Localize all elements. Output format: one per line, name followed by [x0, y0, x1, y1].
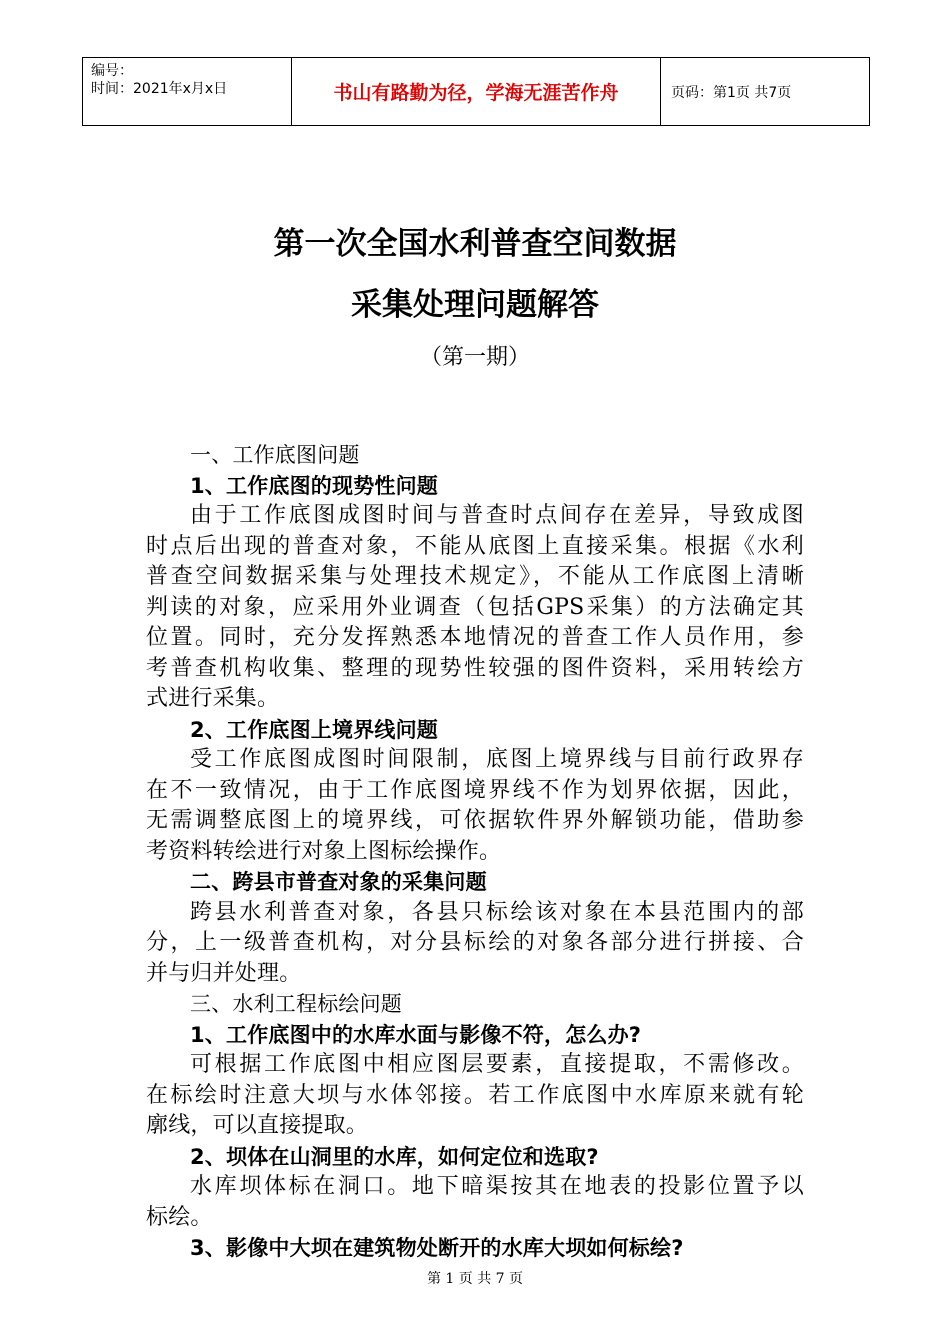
- section-heading: 二、跨县市普查对象的采集问题: [190, 870, 487, 894]
- header-meta-cell: [83, 58, 292, 126]
- header-motto: 书山有路勤为径，学海无涯苦作舟: [292, 58, 661, 126]
- document-number-label: 编号：: [91, 63, 133, 79]
- paragraph-line: 廓线，可以直接提取。: [146, 1113, 369, 1138]
- subsection-heading: 1、工作底图中的水库水面与影像不符，怎么办?: [190, 1022, 642, 1047]
- header-page-info: 页码：第1页 共7页: [661, 58, 870, 126]
- document-header-table: [82, 57, 870, 126]
- paragraph-line: 并与归并处理。: [146, 960, 302, 986]
- paragraph-line: 位置。同时，充分发挥熟悉本地情况的普查工作人员作用，参: [146, 625, 804, 650]
- paragraph-line: 在标绘时注意大坝与水体邻接。若工作底图中水库原来就有轮: [146, 1082, 804, 1108]
- subsection-heading: 2、工作底图上境界线问题: [190, 717, 439, 742]
- paragraph-line: 跨县水利普查对象，各县只标绘该对象在本县范围内的部: [190, 899, 804, 925]
- paragraph-line: 无需调整底图上的境界线，可依据软件界外解锁功能，借助参: [146, 808, 804, 833]
- document-title-line-1: 第一次全国水利普查空间数据: [273, 226, 677, 262]
- paragraph-line: 判读的对象，应采用外业调查（包括GPS采集）的方法确定其: [146, 594, 804, 620]
- paragraph-line: 由于工作底图成图时间与普查时点间存在差异，导致成图: [190, 503, 804, 528]
- document-time-label: 时间：2021年x月x日: [91, 81, 228, 97]
- subsection-heading: 1、工作底图的现势性问题: [190, 473, 439, 498]
- section-heading: 一、工作底图问题: [190, 443, 360, 467]
- paragraph-line: 考资料转绘进行对象上图标绘操作。: [146, 838, 502, 864]
- paragraph-line: 分，上一级普查机构，对分县标绘的对象各部分进行拼接、合: [146, 930, 804, 955]
- paragraph-line: 式进行采集。: [146, 686, 280, 711]
- subsection-heading: 2、坝体在山洞里的水库，如何定位和选取?: [190, 1144, 599, 1169]
- paragraph-line: 普查空间数据采集与处理技术规定》，不能从工作底图上清晰: [146, 564, 804, 589]
- paragraph-line: 水库坝体标在洞口。地下暗渠按其在地表的投影位置予以: [190, 1174, 804, 1199]
- paragraph-line: 在不一致情况，由于工作底图境界线不作为划界依据，因此，: [146, 777, 804, 803]
- paragraph-line: 考普查机构收集、整理的现势性较强的图件资料，采用转绘方: [146, 655, 804, 681]
- section-heading: 三、水利工程标绘问题: [190, 992, 402, 1016]
- document-issue: （第一期）: [419, 345, 530, 370]
- paragraph-line: 标绘。: [146, 1204, 213, 1230]
- paragraph-line: 受工作底图成图时间限制，底图上境界线与目前行政界存: [190, 747, 804, 772]
- subsection-heading: 3、影像中大坝在建筑物处断开的水库大坝如何标绘?: [190, 1236, 684, 1260]
- document-title-line-2: 采集处理问题解答: [351, 287, 599, 323]
- paragraph-line: 时点后出现的普查对象，不能从底图上直接采集。根据《水利: [146, 533, 804, 559]
- paragraph-line: 可根据工作底图中相应图层要素，直接提取，不需修改。: [190, 1052, 804, 1077]
- page-footer: 第 1 页 共 7 页: [426, 1271, 524, 1287]
- document-body: [146, 440, 804, 1264]
